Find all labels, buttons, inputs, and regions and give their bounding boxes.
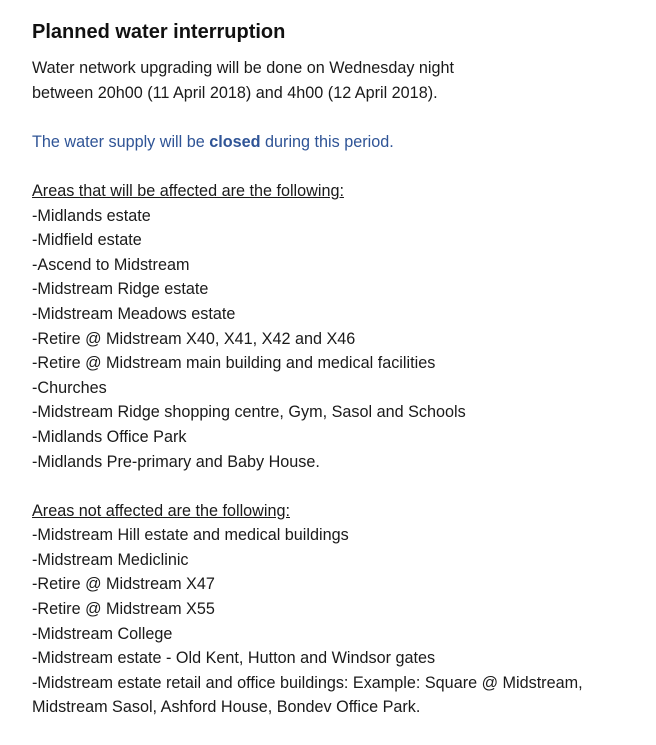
list-item: -Midstream estate - Old Kent, Hutton and Windsor gates — [32, 649, 436, 668]
list-item: -Midstream Ridge estate — [32, 280, 209, 299]
list-item: -Midstream Ridge shopping centre, Gym, Sasol and Schools — [32, 403, 466, 422]
affected-list — [32, 204, 642, 475]
list-item: -Churches — [32, 378, 107, 397]
list-item: -Midstream College — [32, 624, 173, 643]
list-item: -Retire @ Midstream X40, X41, X42 and X46 — [32, 329, 356, 348]
notice-emphasis: closed — [209, 132, 261, 151]
notice-text: The water supply will be — [32, 132, 210, 151]
list-item: -Retire @ Midstream X47 — [32, 575, 215, 594]
not-affected-list — [32, 523, 642, 720]
closure-notice — [32, 130, 642, 155]
spacer — [32, 105, 642, 130]
spacer — [32, 154, 642, 179]
list-item: -Retire @ Midstream X55 — [32, 600, 215, 619]
intro-line: between 20h00 (11 April 2018) and 4h00 (12 April 2018). — [32, 83, 438, 102]
list-item: -Midfield estate — [32, 231, 142, 250]
list-item: -Retire @ Midstream main building and medical facilities — [32, 354, 436, 373]
list-item: Midstream Sasol, Ashford House, Bondev Office Park. — [32, 698, 421, 717]
list-item: -Midstream Hill estate and medical buildings — [32, 526, 349, 545]
document-title: Planned water interruption — [32, 21, 286, 43]
document — [32, 18, 642, 720]
list-item: -Midstream Meadows estate — [32, 304, 236, 323]
list-item: -Ascend to Midstream — [32, 255, 190, 274]
affected-heading: Areas that will be affected are the following: — [32, 181, 344, 200]
list-item: -Midlands Office Park — [32, 427, 187, 446]
intro-line: Water network upgrading will be done on Wednesday night — [32, 59, 455, 77]
not-affected-heading: Areas not affected are the following: — [32, 501, 290, 520]
spacer — [32, 474, 642, 499]
list-item: -Midstream Mediclinic — [32, 550, 189, 569]
list-item: -Midlands estate — [32, 206, 151, 225]
notice-text: during this period. — [260, 132, 394, 151]
list-item: -Midstream estate retail and office buildings: Example: Square @ Midstream, — [32, 673, 583, 692]
list-item: -Midlands Pre-primary and Baby House. — [32, 452, 320, 471]
